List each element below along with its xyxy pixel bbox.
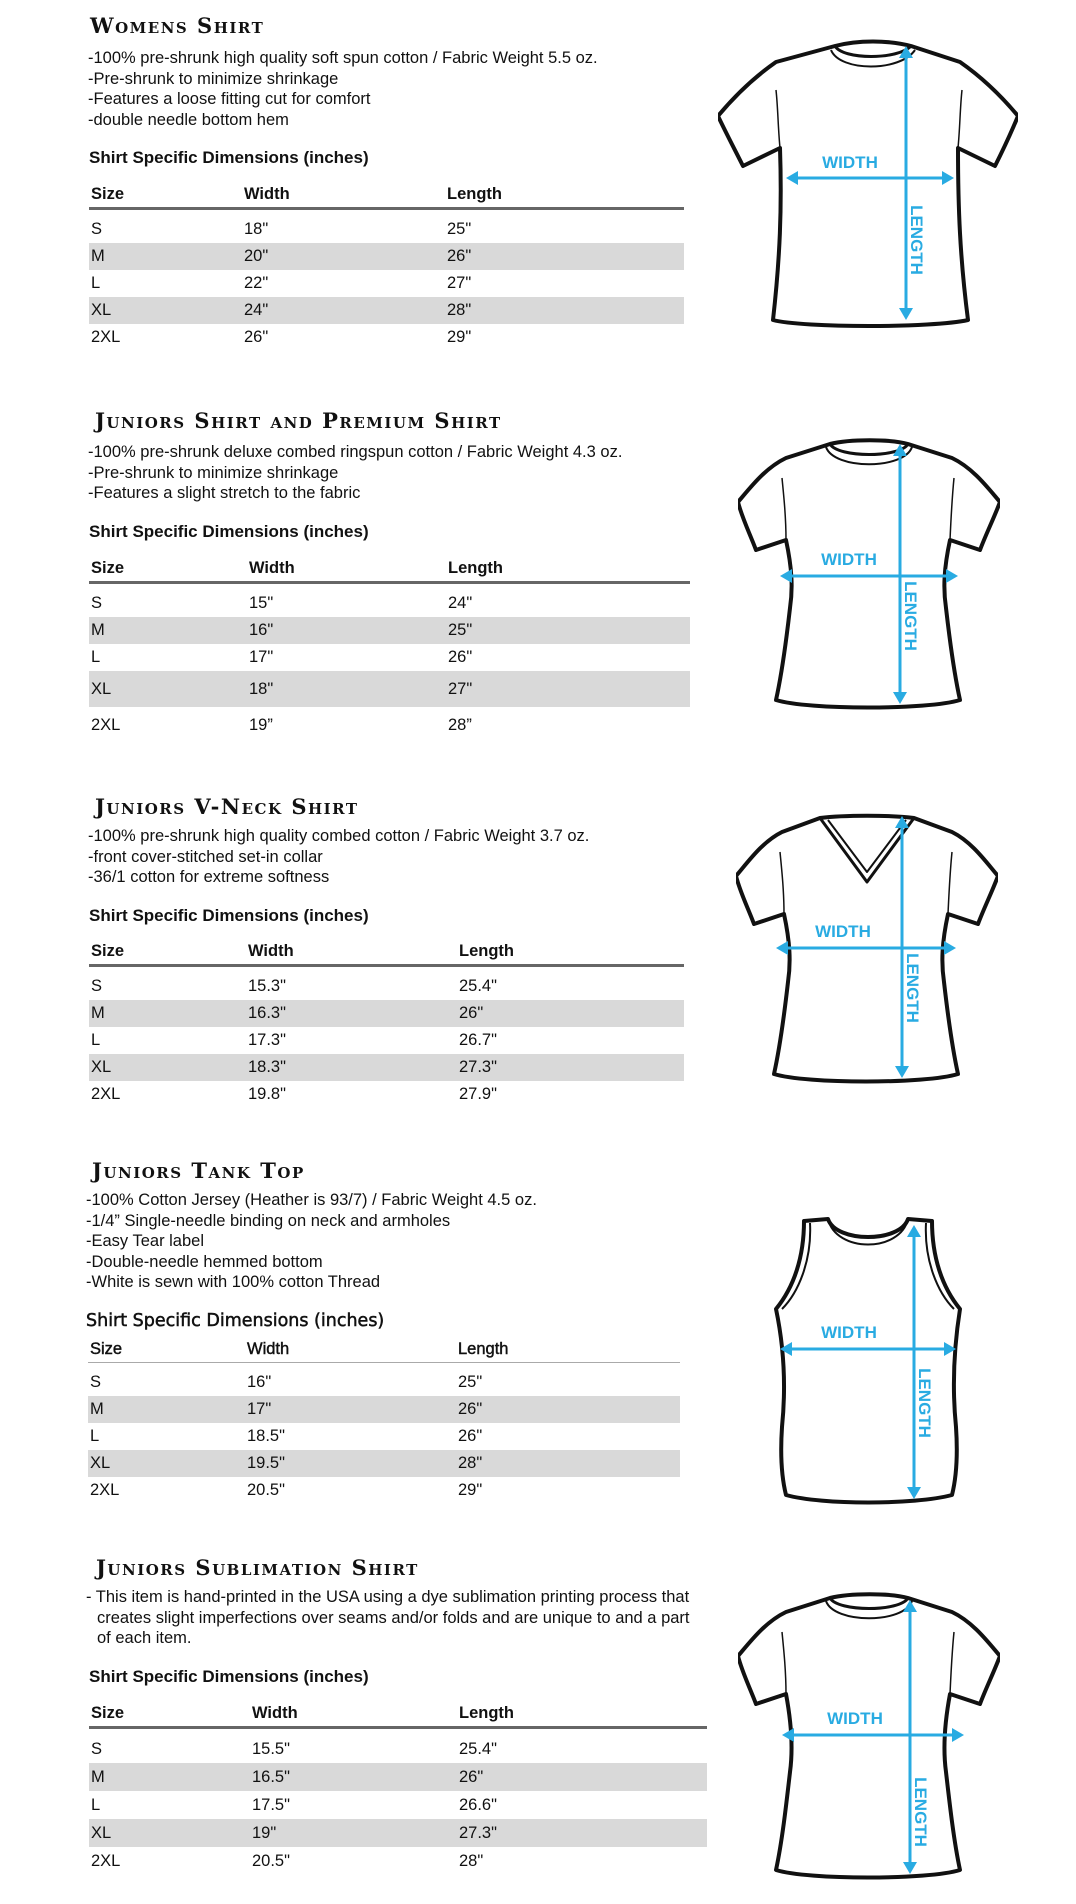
header-width: Width bbox=[244, 184, 290, 203]
section-title: Juniors Tank Top bbox=[92, 1158, 305, 1183]
table-row bbox=[89, 297, 684, 324]
cell-width: 19.8" bbox=[248, 1085, 286, 1103]
cell-width: 16.3" bbox=[246, 1000, 457, 1027]
length-label: LENGTH bbox=[915, 1368, 934, 1438]
cell-length: 25.4" bbox=[459, 977, 497, 995]
cell-size: 2XL bbox=[91, 715, 121, 734]
description-line: -Pre-shrunk to minimize shrinkage bbox=[88, 69, 339, 88]
size-table bbox=[89, 555, 690, 743]
header-size: Size bbox=[91, 1703, 125, 1722]
cell-width: 18.5" bbox=[247, 1427, 285, 1445]
cell-length: 25" bbox=[446, 617, 690, 644]
table-row bbox=[88, 1369, 680, 1396]
cell-width: 24" bbox=[242, 297, 445, 324]
width-label: WIDTH bbox=[815, 922, 871, 941]
cell-size: S bbox=[91, 1739, 103, 1758]
table-row bbox=[89, 973, 684, 1000]
cell-length: 24" bbox=[448, 594, 473, 612]
description-line: -White is sewn with 100% cotton Thread bbox=[86, 1273, 381, 1291]
table-row bbox=[89, 590, 690, 617]
description-line: -100% pre-shrunk high quality soft spun cotton / Fabric Weight 5.5 oz. bbox=[88, 49, 598, 67]
description-line: -100% Cotton Jersey (Heather is 93/7) / Fabric Weight 4.5 oz. bbox=[86, 1191, 537, 1209]
width-label: WIDTH bbox=[821, 1323, 877, 1342]
cell-width: 15.5" bbox=[252, 1739, 290, 1758]
cell-width: 15" bbox=[249, 594, 274, 612]
description bbox=[86, 1190, 696, 1293]
cell-width: 18.3" bbox=[246, 1054, 457, 1081]
description-line: -double needle bottom hem bbox=[88, 110, 289, 129]
dimensions-heading: Shirt Specific Dimensions (inches) bbox=[89, 148, 369, 167]
description-line: - This item is hand-printed in the USA using a dye sublimation printing process that creates slight imperfections over seams and/or folds and are unique to and a part of each item. bbox=[86, 1588, 690, 1647]
length-label: LENGTH bbox=[911, 1777, 930, 1847]
cell-length: 29" bbox=[458, 1481, 483, 1499]
table-row bbox=[89, 617, 690, 644]
length-label: LENGTH bbox=[903, 953, 922, 1023]
cell-width: 17" bbox=[249, 648, 274, 666]
header-size: Size bbox=[91, 184, 125, 203]
cell-size: 2XL bbox=[91, 1085, 121, 1103]
header-width: Width bbox=[249, 558, 295, 577]
table-row bbox=[89, 1847, 707, 1875]
cell-length: 26" bbox=[457, 1763, 707, 1791]
cell-size: S bbox=[91, 594, 103, 612]
cell-width: 19" bbox=[250, 1819, 457, 1847]
dimensions-heading: Shirt Specific Dimensions (inches) bbox=[89, 1667, 369, 1686]
cell-length: 26" bbox=[448, 648, 473, 666]
cell-size: L bbox=[91, 648, 101, 666]
table-row bbox=[88, 1423, 680, 1450]
description-line: -Double-needle hemmed bottom bbox=[86, 1252, 323, 1271]
table-row bbox=[89, 1054, 684, 1081]
description-line: -1/4” Single-needle binding on neck and armholes bbox=[86, 1211, 451, 1230]
section-womens-shirt bbox=[0, 0, 1076, 370]
table-row bbox=[89, 1763, 707, 1791]
description bbox=[88, 442, 698, 504]
description-line: -Easy Tear label bbox=[86, 1232, 205, 1250]
description-line: -Pre-shrunk to minimize shrinkage bbox=[88, 463, 339, 482]
cell-size: M bbox=[89, 1000, 246, 1027]
tank-top-diagram bbox=[774, 1217, 962, 1505]
table-row bbox=[89, 707, 690, 743]
table-row bbox=[89, 671, 690, 707]
table-header-row bbox=[89, 1700, 707, 1728]
description-line: -Features a loose fitting cut for comfort bbox=[88, 90, 371, 108]
cell-width: 17" bbox=[245, 1396, 456, 1423]
cell-length: 26.6" bbox=[459, 1795, 497, 1814]
cell-length: 26" bbox=[458, 1427, 483, 1445]
description-line: -Features a slight stretch to the fabric bbox=[88, 484, 361, 502]
sublimation-shirt-diagram bbox=[738, 1592, 1000, 1882]
cell-size: S bbox=[91, 220, 103, 238]
header-width: Width bbox=[247, 1339, 290, 1358]
size-table bbox=[89, 1700, 707, 1875]
cell-width: 26" bbox=[244, 328, 269, 346]
cell-width: 18" bbox=[244, 220, 269, 238]
table-header-row bbox=[88, 1336, 680, 1363]
description bbox=[86, 1587, 691, 1649]
length-label: LENGTH bbox=[901, 581, 920, 651]
width-label: WIDTH bbox=[821, 550, 877, 569]
cell-width: 19” bbox=[249, 715, 273, 734]
cell-length: 29" bbox=[447, 328, 472, 346]
table-row bbox=[89, 324, 684, 351]
section-juniors-vneck bbox=[0, 790, 1076, 1160]
size-table bbox=[89, 938, 684, 1108]
cell-width: 17.5" bbox=[252, 1795, 290, 1814]
table-row bbox=[89, 1735, 707, 1763]
width-label: WIDTH bbox=[822, 153, 878, 172]
table-row bbox=[89, 243, 684, 270]
table-header-row bbox=[89, 181, 684, 209]
juniors-shirt-diagram bbox=[738, 438, 1000, 712]
description bbox=[88, 826, 698, 888]
table-row bbox=[88, 1450, 680, 1477]
cell-length: 28" bbox=[445, 297, 684, 324]
size-table bbox=[88, 1336, 680, 1504]
section-juniors-sublimation bbox=[0, 1550, 1076, 1904]
cell-length: 27.3" bbox=[457, 1054, 684, 1081]
cell-size: 2XL bbox=[90, 1481, 120, 1499]
cell-width: 17.3" bbox=[248, 1031, 286, 1049]
section-title: Womens Shirt bbox=[90, 13, 265, 38]
cell-size: XL bbox=[89, 1819, 250, 1847]
tank-top-icon bbox=[774, 1217, 962, 1505]
dimensions-heading: Shirt Specific Dimensions (inches) bbox=[86, 1311, 385, 1331]
table-row bbox=[89, 216, 684, 243]
cell-length: 26.7" bbox=[459, 1031, 497, 1049]
cell-length: 27.9" bbox=[459, 1085, 497, 1103]
cell-width: 22" bbox=[244, 274, 269, 292]
header-width: Width bbox=[248, 941, 294, 960]
cell-size: L bbox=[91, 274, 101, 292]
table-row bbox=[89, 1000, 684, 1027]
description-line: -100% pre-shrunk high quality combed cotton / Fabric Weight 3.7 oz. bbox=[88, 827, 590, 845]
header-size: Size bbox=[91, 558, 125, 577]
womens-shirt-diagram bbox=[718, 38, 1018, 330]
header-length: Length bbox=[459, 941, 514, 960]
cell-length: 27.3" bbox=[457, 1819, 707, 1847]
cell-size: XL bbox=[88, 1450, 245, 1477]
vneck-shirt-icon bbox=[736, 812, 998, 1086]
description-line: -36/1 cotton for extreme softness bbox=[88, 868, 330, 886]
cell-size: M bbox=[89, 243, 242, 270]
cell-size: M bbox=[89, 1763, 250, 1791]
cell-width: 16" bbox=[247, 617, 446, 644]
section-title: Juniors V-Neck Shirt bbox=[95, 794, 359, 819]
cell-length: 28" bbox=[459, 1851, 484, 1870]
header-length: Length bbox=[458, 1339, 509, 1358]
section-juniors-shirt bbox=[0, 400, 1076, 770]
header-size: Size bbox=[91, 941, 125, 960]
table-row bbox=[89, 644, 690, 671]
cell-width: 18" bbox=[247, 671, 446, 707]
table-row bbox=[89, 270, 684, 297]
size-table bbox=[89, 181, 684, 351]
description bbox=[88, 48, 698, 130]
table-row bbox=[89, 1791, 707, 1819]
header-width: Width bbox=[252, 1703, 298, 1722]
width-label: WIDTH bbox=[827, 1709, 883, 1728]
cell-width: 16.5" bbox=[250, 1763, 457, 1791]
dimensions-heading: Shirt Specific Dimensions (inches) bbox=[89, 906, 369, 925]
tshirt-icon bbox=[718, 38, 1018, 330]
table-header-row bbox=[89, 938, 684, 966]
cell-width: 20.5" bbox=[252, 1851, 290, 1870]
section-title: Juniors Shirt and Premium Shirt bbox=[95, 408, 502, 433]
cell-size: S bbox=[91, 977, 103, 995]
table-header-row bbox=[89, 555, 690, 583]
table-row bbox=[89, 1027, 684, 1054]
cell-length: 28” bbox=[448, 715, 472, 734]
cell-size: 2XL bbox=[91, 328, 121, 346]
cell-size: XL bbox=[89, 1054, 246, 1081]
cell-width: 20" bbox=[242, 243, 445, 270]
tshirt-icon bbox=[738, 1592, 1000, 1882]
cell-length: 26" bbox=[456, 1396, 680, 1423]
header-length: Length bbox=[448, 558, 503, 577]
cell-size: L bbox=[91, 1795, 101, 1814]
cell-width: 16" bbox=[247, 1373, 272, 1391]
header-length: Length bbox=[459, 1703, 514, 1722]
cell-size: XL bbox=[89, 297, 242, 324]
table-row bbox=[89, 1081, 684, 1108]
cell-length: 25.4" bbox=[459, 1739, 497, 1758]
cell-length: 27" bbox=[447, 274, 472, 292]
cell-width: 20.5" bbox=[247, 1481, 285, 1499]
cell-size: M bbox=[88, 1396, 245, 1423]
cell-length: 25" bbox=[458, 1373, 483, 1391]
cell-length: 27" bbox=[446, 671, 690, 707]
cell-length: 26" bbox=[457, 1000, 684, 1027]
cell-length: 25" bbox=[447, 220, 472, 238]
tshirt-icon bbox=[738, 438, 1000, 712]
dimensions-heading: Shirt Specific Dimensions (inches) bbox=[89, 522, 369, 541]
table-row bbox=[89, 1819, 707, 1847]
header-length: Length bbox=[447, 184, 502, 203]
cell-size: L bbox=[91, 1031, 101, 1049]
table-row bbox=[88, 1477, 680, 1504]
cell-length: 28" bbox=[456, 1450, 680, 1477]
cell-size: 2XL bbox=[91, 1851, 121, 1870]
cell-width: 19.5" bbox=[245, 1450, 456, 1477]
juniors-vneck-diagram bbox=[736, 812, 998, 1086]
section-title: Juniors Sublimation Shirt bbox=[96, 1555, 419, 1580]
length-label: LENGTH bbox=[907, 205, 926, 275]
table-row bbox=[88, 1396, 680, 1423]
description-line: -front cover-stitched set-in collar bbox=[88, 847, 323, 866]
cell-length: 26" bbox=[445, 243, 684, 270]
cell-size: XL bbox=[89, 671, 247, 707]
header-size: Size bbox=[90, 1339, 123, 1358]
cell-size: S bbox=[90, 1373, 102, 1391]
section-juniors-tank-top bbox=[0, 1155, 1076, 1535]
description-line: -100% pre-shrunk deluxe combed ringspun cotton / Fabric Weight 4.3 oz. bbox=[88, 443, 623, 461]
cell-size: L bbox=[90, 1427, 100, 1445]
cell-size: M bbox=[89, 617, 247, 644]
cell-width: 15.3" bbox=[248, 977, 286, 995]
